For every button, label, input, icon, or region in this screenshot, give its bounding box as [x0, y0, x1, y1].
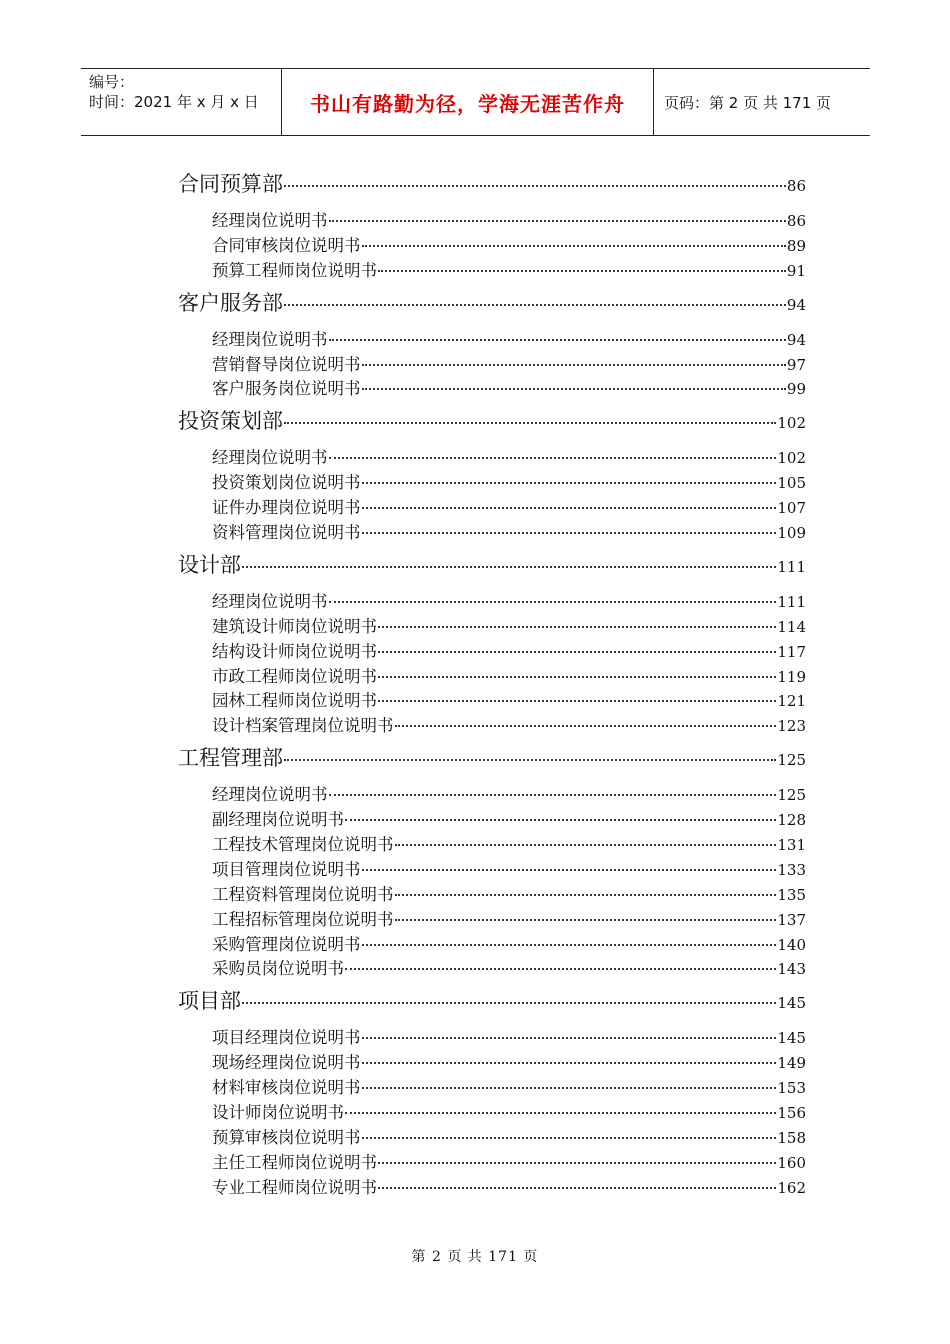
header-motto: 书山有路勤为径，学海无涯苦作舟: [282, 69, 654, 135]
toc-entry-page: 121: [777, 692, 806, 711]
toc-entry-page: 158: [777, 1128, 806, 1147]
toc-item[interactable]: [178, 351, 806, 376]
dot-leader: [284, 185, 786, 187]
toc-entry-title: 设计部: [178, 552, 241, 577]
toc-item[interactable]: [178, 613, 806, 638]
dot-leader: [284, 422, 776, 424]
toc-entry-page: 117: [777, 642, 806, 661]
toc-subsection-group: [178, 588, 806, 737]
toc-item[interactable]: [178, 1049, 806, 1074]
toc-entry-page: 111: [777, 592, 806, 611]
toc-entry-page: 140: [777, 935, 806, 954]
toc-subsection-group: [178, 207, 806, 282]
dot-leader: [329, 601, 777, 603]
toc-entry-page: 162: [777, 1178, 806, 1197]
dot-leader: [345, 968, 776, 970]
dot-leader: [378, 1187, 776, 1189]
dot-leader: [362, 1062, 777, 1064]
toc-item[interactable]: [178, 781, 806, 806]
toc-section[interactable]: [178, 985, 806, 1020]
toc-subsection-group: [178, 326, 806, 401]
toc-entry-page: 102: [777, 449, 806, 468]
dot-leader: [362, 532, 777, 534]
dot-leader: [362, 944, 777, 946]
toc-entry-page: 109: [777, 524, 806, 543]
toc-entry-page: 156: [777, 1104, 806, 1123]
toc-item[interactable]: [178, 687, 806, 712]
toc-item[interactable]: [178, 906, 806, 931]
dot-leader: [378, 676, 776, 678]
toc-entry-page: 86: [786, 212, 806, 230]
toc-entry-title: 资料管理岗位说明书: [212, 523, 361, 543]
toc-entry-page: 111: [777, 557, 806, 576]
page-header: [81, 68, 870, 136]
toc-entry-title: 投资策划部: [178, 409, 283, 434]
toc-entry-page: 145: [777, 1029, 806, 1048]
toc-entry-page: 94: [786, 295, 806, 314]
toc-item[interactable]: [178, 856, 806, 881]
toc-item[interactable]: [178, 1074, 806, 1099]
dot-leader: [378, 700, 776, 702]
toc-entry-page: 107: [777, 499, 806, 518]
toc-item[interactable]: [178, 663, 806, 688]
dot-leader: [362, 507, 777, 509]
toc-item[interactable]: [178, 257, 806, 282]
toc-item[interactable]: [178, 207, 806, 232]
toc-item[interactable]: [178, 638, 806, 663]
toc-entry-page: 99: [786, 380, 806, 399]
toc-entry-title: 园林工程师岗位说明书: [212, 691, 377, 711]
dot-leader: [362, 869, 777, 871]
dot-leader: [345, 1112, 776, 1114]
toc-section[interactable]: [178, 287, 806, 322]
toc-entry-page: 131: [777, 836, 806, 855]
toc-entry-page: 149: [777, 1054, 806, 1073]
toc-entry-title: 工程技术管理岗位说明书: [212, 835, 394, 855]
header-page-info: 页码：第 2 页 共 171 页: [664, 93, 832, 112]
toc-entry-title: 经理岗位说明书: [212, 785, 328, 805]
dot-leader: [242, 566, 776, 568]
toc-item[interactable]: [178, 1024, 806, 1049]
toc-entry-title: 经理岗位说明书: [212, 448, 328, 468]
toc-section[interactable]: [178, 742, 806, 777]
toc-entry-page: 143: [777, 960, 806, 979]
dot-leader: [345, 819, 776, 821]
dot-leader: [362, 245, 786, 247]
toc-entry-title: 客户服务部: [178, 290, 283, 315]
toc-entry-page: 125: [777, 786, 806, 805]
toc-entry-title: 设计档案管理岗位说明书: [212, 716, 394, 736]
toc-item[interactable]: [178, 806, 806, 831]
dot-leader: [362, 388, 786, 390]
toc-entry-title: 采购管理岗位说明书: [212, 934, 361, 954]
toc-item[interactable]: [178, 955, 806, 980]
toc-entry-page: 135: [777, 885, 806, 904]
toc-entry-page: 119: [777, 667, 806, 686]
dot-leader: [329, 220, 786, 222]
toc-entry-page: 89: [786, 236, 806, 255]
toc-entry-page: 97: [786, 355, 806, 374]
toc-entry-title: 项目经理岗位说明书: [212, 1028, 361, 1048]
toc-item[interactable]: [178, 881, 806, 906]
toc-item[interactable]: [178, 519, 806, 544]
dot-leader: [378, 651, 776, 653]
dot-leader: [362, 1137, 777, 1139]
toc-entry-page: 114: [777, 617, 806, 636]
toc-entry-title: 营销督导岗位说明书: [212, 354, 361, 374]
toc-subsection-group: [178, 781, 806, 980]
dot-leader: [395, 894, 777, 896]
toc-entry-page: 153: [777, 1079, 806, 1098]
toc-entry-title: 项目管理岗位说明书: [212, 859, 361, 879]
toc-entry-title: 结构设计师岗位说明书: [212, 641, 377, 661]
toc-entry-page: 123: [777, 717, 806, 736]
dot-leader: [329, 457, 777, 459]
number-label: 编号：: [89, 73, 135, 91]
toc-entry-title: 工程资料管理岗位说明书: [212, 884, 394, 904]
toc-item[interactable]: [178, 469, 806, 494]
toc-entry-title: 副经理岗位说明书: [212, 810, 344, 830]
dot-leader: [242, 1002, 776, 1004]
dot-leader: [362, 364, 786, 366]
toc-entry-title: 预算审核岗位说明书: [212, 1127, 361, 1147]
dot-leader: [362, 482, 777, 484]
dot-leader: [284, 304, 786, 306]
toc-entry-title: 工程管理部: [178, 746, 283, 771]
page-footer: 第 2 页 共 171 页: [411, 1249, 539, 1265]
toc-entry-title: 合同审核岗位说明书: [212, 235, 361, 255]
dot-leader: [395, 919, 777, 921]
dot-leader: [329, 339, 786, 341]
toc-item[interactable]: [178, 1149, 806, 1174]
toc-entry-title: 证件办理岗位说明书: [212, 498, 361, 518]
toc-entry-title: 项目部: [178, 989, 241, 1014]
dot-leader: [395, 725, 777, 727]
dot-leader: [329, 794, 777, 796]
dot-leader: [362, 1087, 777, 1089]
toc-item[interactable]: [178, 444, 806, 469]
time-label: 时间：2021 年 x 月 x 日: [89, 93, 259, 111]
toc-entry-title: 经理岗位说明书: [212, 329, 328, 349]
toc-entry-page: 160: [777, 1153, 806, 1172]
toc-item[interactable]: [178, 831, 806, 856]
toc-item[interactable]: [178, 588, 806, 613]
toc-entry-page: 137: [777, 910, 806, 929]
toc-item[interactable]: [178, 232, 806, 257]
toc-entry-title: 主任工程师岗位说明书: [212, 1152, 377, 1172]
dot-leader: [378, 626, 776, 628]
toc-entry-title: 设计师岗位说明书: [212, 1103, 344, 1123]
toc-entry-title: 采购员岗位说明书: [212, 959, 344, 979]
toc-entry-title: 工程招标管理岗位说明书: [212, 909, 394, 929]
table-of-contents: [178, 168, 806, 1204]
toc-entry-title: 投资策划岗位说明书: [212, 473, 361, 493]
dot-leader: [378, 270, 786, 272]
toc-entry-page: 128: [777, 811, 806, 830]
toc-entry-title: 材料审核岗位说明书: [212, 1078, 361, 1098]
toc-item[interactable]: [178, 1174, 806, 1199]
dot-leader: [362, 1037, 777, 1039]
toc-item[interactable]: [178, 1124, 806, 1149]
toc-entry-title: 经理岗位说明书: [212, 591, 328, 611]
toc-item[interactable]: [178, 931, 806, 956]
toc-entry-page: 133: [777, 860, 806, 879]
toc-entry-page: 105: [777, 474, 806, 493]
toc-subsection-group: [178, 444, 806, 544]
toc-item[interactable]: [178, 375, 806, 400]
header-meta: [81, 69, 282, 135]
toc-item[interactable]: [178, 326, 806, 351]
toc-entry-title: 现场经理岗位说明书: [212, 1053, 361, 1073]
toc-entry-page: 125: [777, 751, 806, 770]
toc-entry-title: 经理岗位说明书: [212, 211, 328, 230]
toc-subsection-group: [178, 1024, 806, 1198]
toc-item[interactable]: [178, 494, 806, 519]
toc-section[interactable]: [178, 168, 806, 203]
toc-entry-title: 合同预算部: [178, 172, 283, 196]
toc-entry-page: 102: [777, 414, 806, 433]
toc-section[interactable]: [178, 549, 806, 584]
toc-entry-title: 客户服务岗位说明书: [212, 379, 361, 399]
dot-leader: [378, 1162, 776, 1164]
toc-entry-page: 145: [777, 994, 806, 1013]
toc-entry-title: 预算工程师岗位说明书: [212, 260, 377, 280]
toc-entry-page: 86: [786, 177, 806, 195]
toc-entry-title: 专业工程师岗位说明书: [212, 1177, 377, 1197]
dot-leader: [395, 844, 777, 846]
toc-entry-page: 94: [786, 330, 806, 349]
dot-leader: [284, 759, 776, 761]
toc-entry-title: 建筑设计师岗位说明书: [212, 616, 377, 636]
toc-entry-page: 91: [786, 261, 806, 280]
toc-entry-title: 市政工程师岗位说明书: [212, 666, 377, 686]
toc-item[interactable]: [178, 1099, 806, 1124]
toc-item[interactable]: [178, 712, 806, 737]
toc-section[interactable]: [178, 405, 806, 440]
